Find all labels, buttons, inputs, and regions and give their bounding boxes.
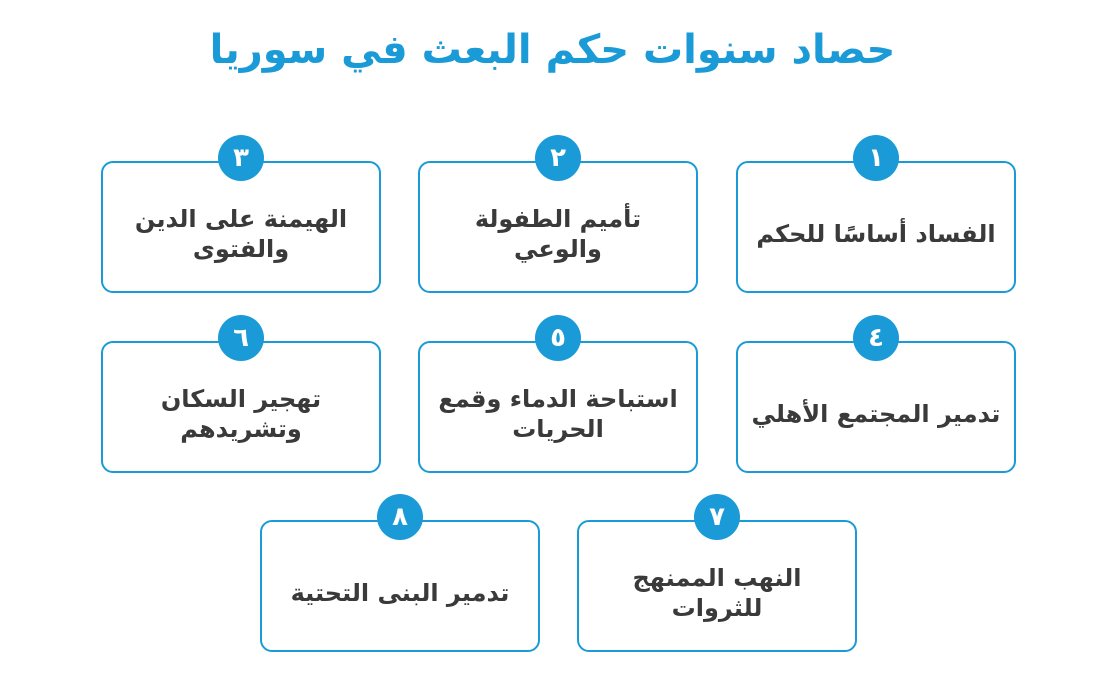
- page-title: حصاد سنوات حكم البعث في سوريا: [209, 27, 896, 73]
- card-infrastructure-destruction: [260, 502, 540, 652]
- card-displacement: [101, 323, 381, 473]
- card-number-badge: ٣: [218, 135, 264, 181]
- card-text: الهيمنة على الدين والفتوى: [134, 205, 348, 263]
- card-number-badge: ١: [853, 135, 899, 181]
- card-text: استباحة الدماء وقمع الحريات: [438, 385, 678, 443]
- card-text: تدمير المجتمع الأهلي: [751, 400, 1001, 428]
- card-text: تأميم الطفولة والوعي: [474, 205, 642, 263]
- card-corruption: [736, 143, 1016, 293]
- card-text: النهب الممنهج للثروات: [632, 564, 802, 622]
- card-bloodshed-repression: [418, 323, 698, 473]
- card-number-badge: ٥: [535, 315, 581, 361]
- card-number-badge: ٤: [853, 315, 899, 361]
- card-looting: [577, 502, 857, 652]
- card-text: الفساد أساسًا للحكم: [756, 220, 996, 248]
- card-childhood-nationalization: [418, 143, 698, 293]
- card-number-badge: ٧: [694, 494, 740, 540]
- card-religion-dominance: [101, 143, 381, 293]
- card-civil-society-destruction: [736, 323, 1016, 473]
- card-text: تدمير البنى التحتية: [290, 579, 510, 607]
- card-number-badge: ٦: [218, 315, 264, 361]
- card-number-badge: ٢: [535, 135, 581, 181]
- card-number-badge: ٨: [377, 494, 423, 540]
- card-text: تهجير السكان وتشريدهم: [160, 385, 322, 443]
